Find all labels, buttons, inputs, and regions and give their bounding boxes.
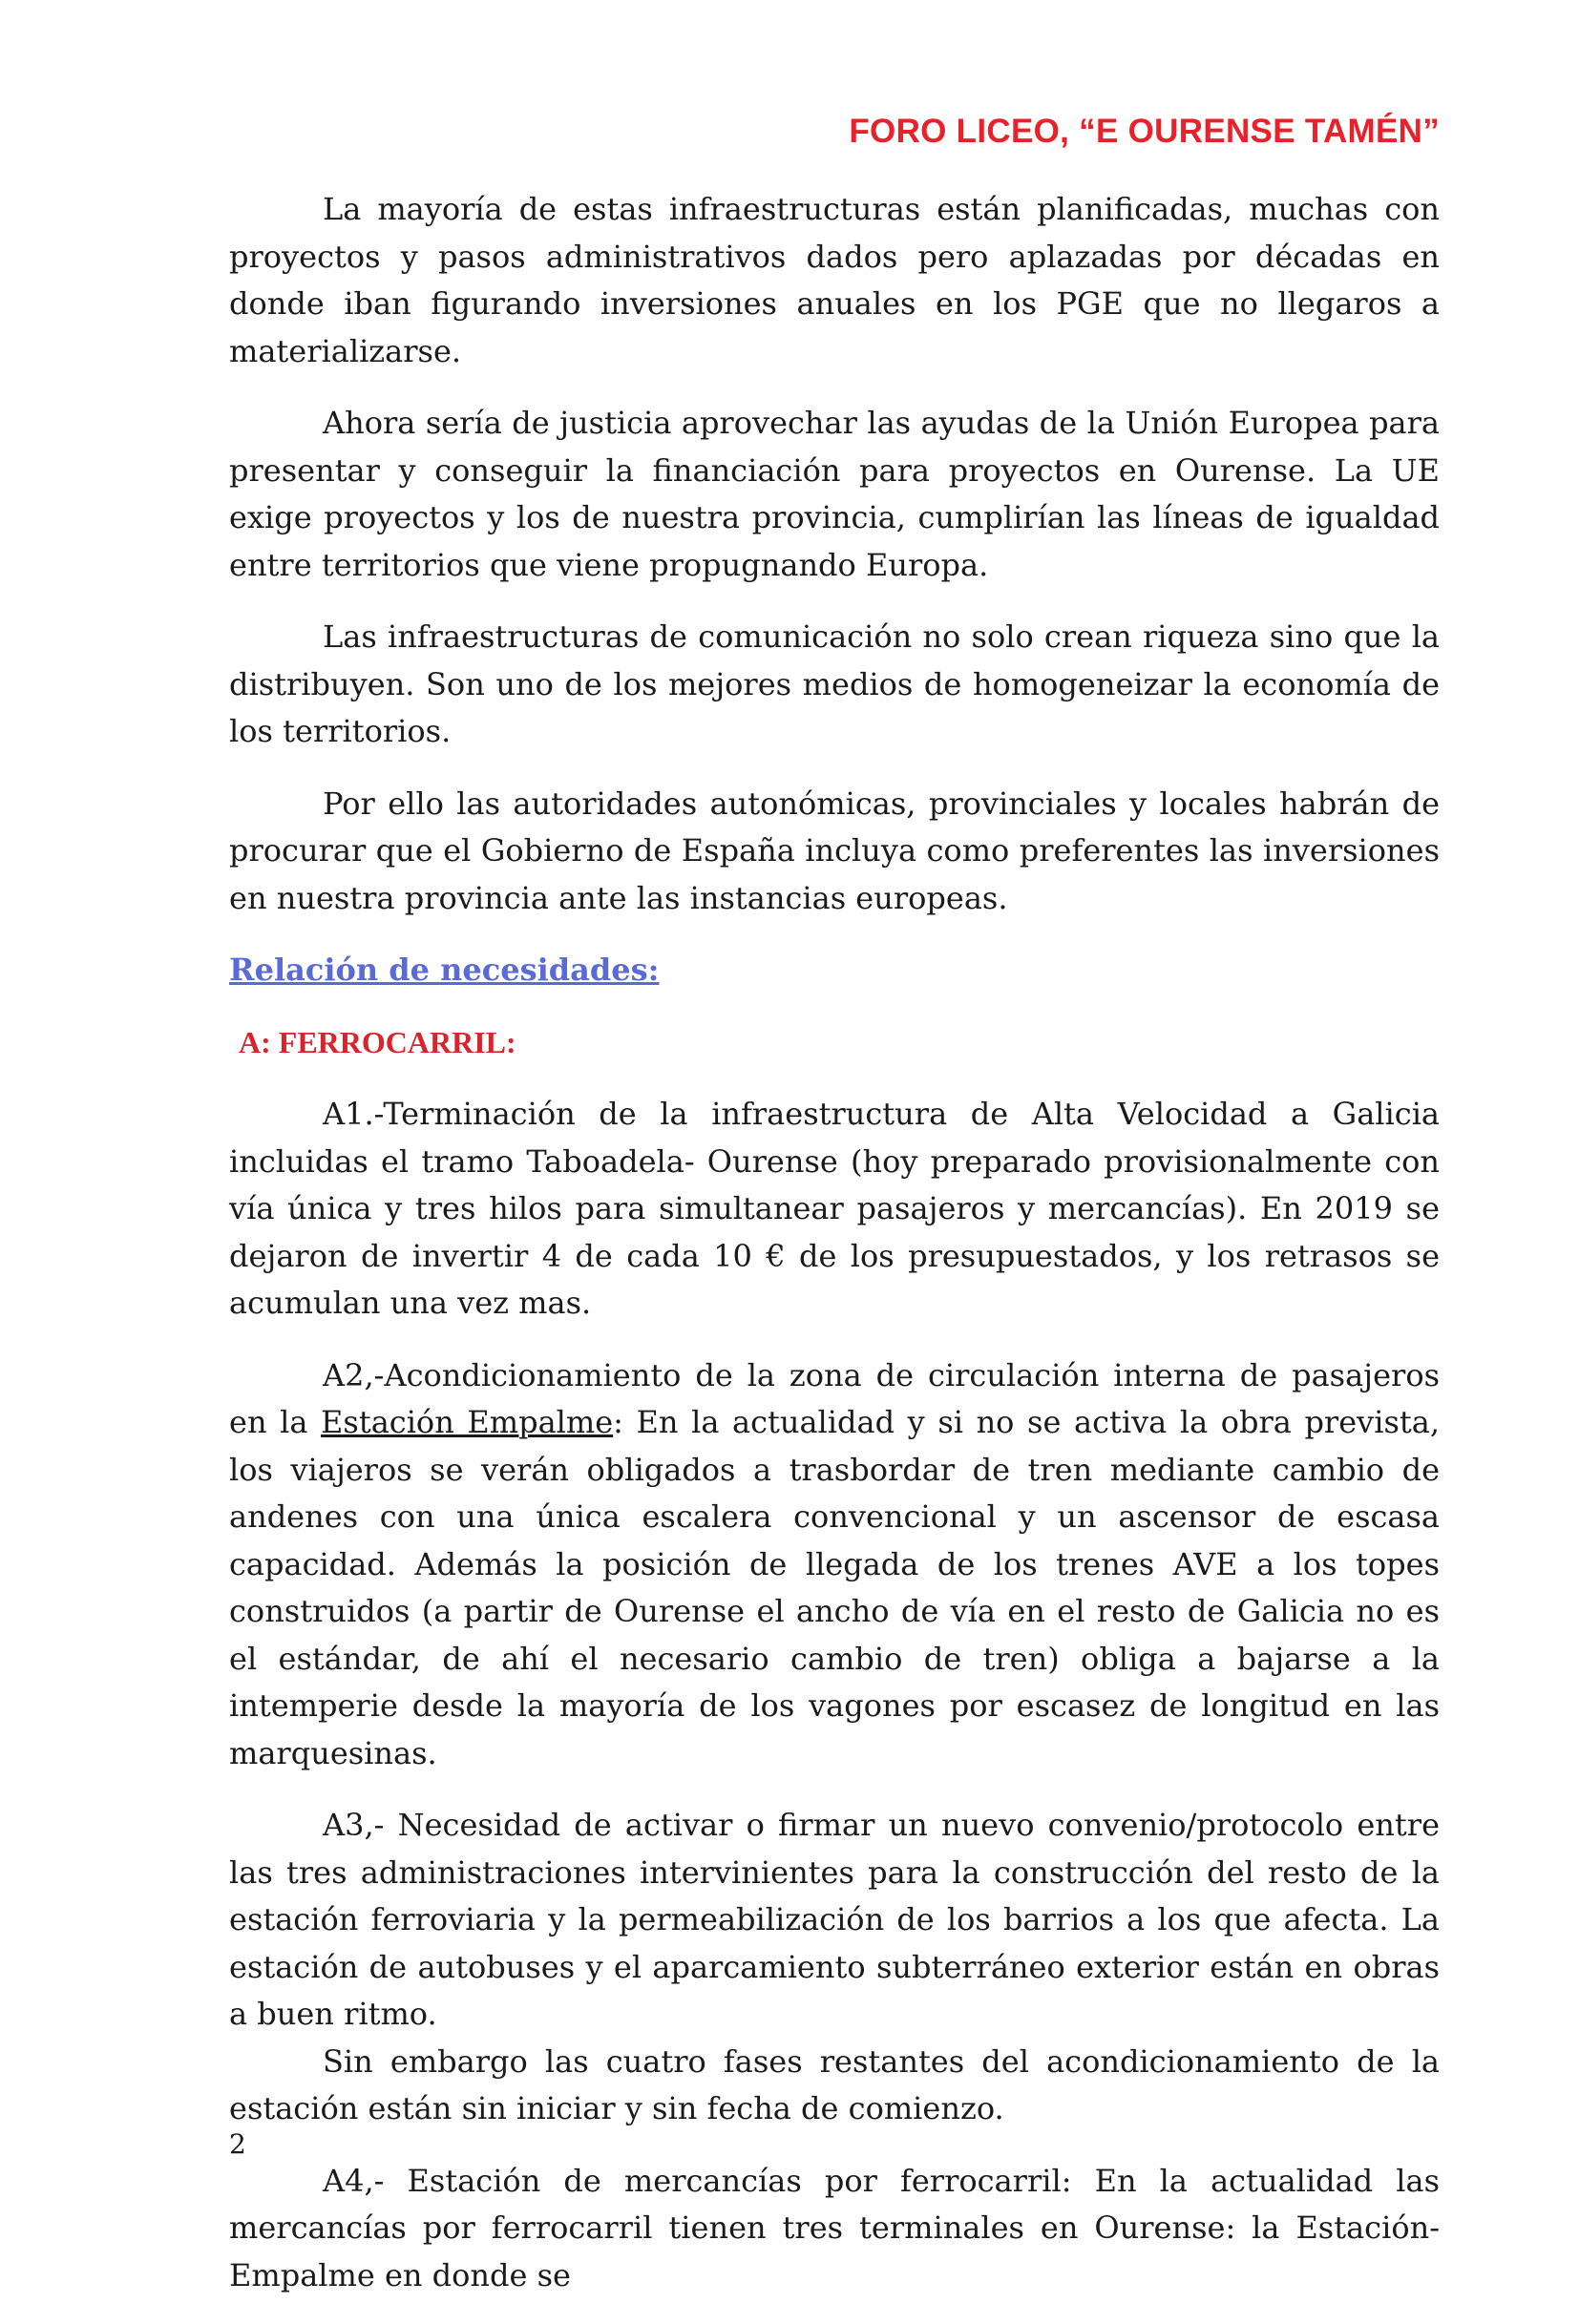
item-a2-text: : En la actualidad y si no se activa la obra prevista, los viajeros se verán obligados a trasbordar de tren mediante cambio de andenes con una única escalera convencional y un ascensor de escasa capacidad. Además la posición de llegada de los trenes AVE a los topes construidos (a partir de Ourense el ancho de vía en el resto de Galicia no es el estándar, de ahí el necesario cambio de tren) obliga a bajarse a la intemperie desde la mayoría de los vagones por escasez de longitud en las marquesinas. (229, 1404, 1441, 1771)
item-a3: A3,- Necesidad de activar o firmar un nuevo convenio/protocolo entre las tres administraciones intervinientes para la construcción del resto de la estación ferroviaria y la permeabilización de los barrios a los que afecta. La estación de autobuses y el aparcamiento subterráneo exterior están en obras a buen ritmo. (229, 1807, 1440, 2032)
paragraph-infraestructuras-comunicacion: Las infraestructuras de comunicación no solo crean riqueza sino que la distribuyen. Son uno de los mejores medios de homogeneizar la economía de los territorios. (229, 618, 1440, 749)
item-a2 (229, 1352, 1440, 1778)
item-a3-continuation: Sin embargo las cuatro fases restantes del acondicionamiento de la estación están sin iniciar y sin fecha de comienzo. (229, 2042, 1440, 2126)
page-header-title: FORO LICEO, “E OURENSE TAMÉN” (849, 113, 1440, 150)
paragraph-autoridades: Por ello las autoridades autonómicas, provinciales y locales habrán de procurar que el Gobierno de España incluya como preferentes las inversiones en nuestra provincia ante las instancias europeas. (229, 785, 1440, 916)
item-a2-estacion-empalme: Estación Empalme (321, 1404, 614, 1440)
page-body (229, 186, 1440, 2324)
item-a1: A1.-Terminación de la infraestructura de Alta Velocidad a Galicia incluidas el tramo Taboadela- Ourense (hoy preparado provisionalmente con vía única y tres hilos para simultanear pasajeros y mercancías). En 2019 se dejaron de invertir 4 de cada 10 € de los presupuestados, y los retrasos se acumulan una vez mas. (229, 1096, 1440, 1321)
item-a2-prefix: A2,-Acondicionamiento de la zona de circulación interna de pasajeros en la (229, 1356, 1440, 1440)
item-a4: A4,- Estación de mercancías por ferrocarril: En la actualidad las mercancías por ferrocarril tienen tres terminales en Ourense: la Estación-Empalme en donde se (229, 2162, 1440, 2293)
page-number: 2 (229, 2128, 246, 2160)
section-title-relacion-necesidades: Relación de necesidades: (229, 952, 660, 988)
paragraph-infraestructuras-planificadas: La mayoría de estas infraestructuras están planificadas, muchas con proyectos y pasos administrativos dados pero aplazadas por décadas en donde iban figurando inversiones anuales en los PGE que no llegaros a materializarse. (229, 191, 1440, 369)
paragraph-ayudas-union-europea: Ahora sería de justicia aprovechar las ayudas de la Unión Europea para presentar y conseguir la financiación para proyectos en Ourense. La UE exige proyectos y los de nuestra provincia, cumplirían las líneas de igualdad entre territorios que viene propugnando Europa. (229, 405, 1440, 583)
subsection-title-ferrocarril: A: FERROCARRIL: (239, 1024, 516, 1059)
